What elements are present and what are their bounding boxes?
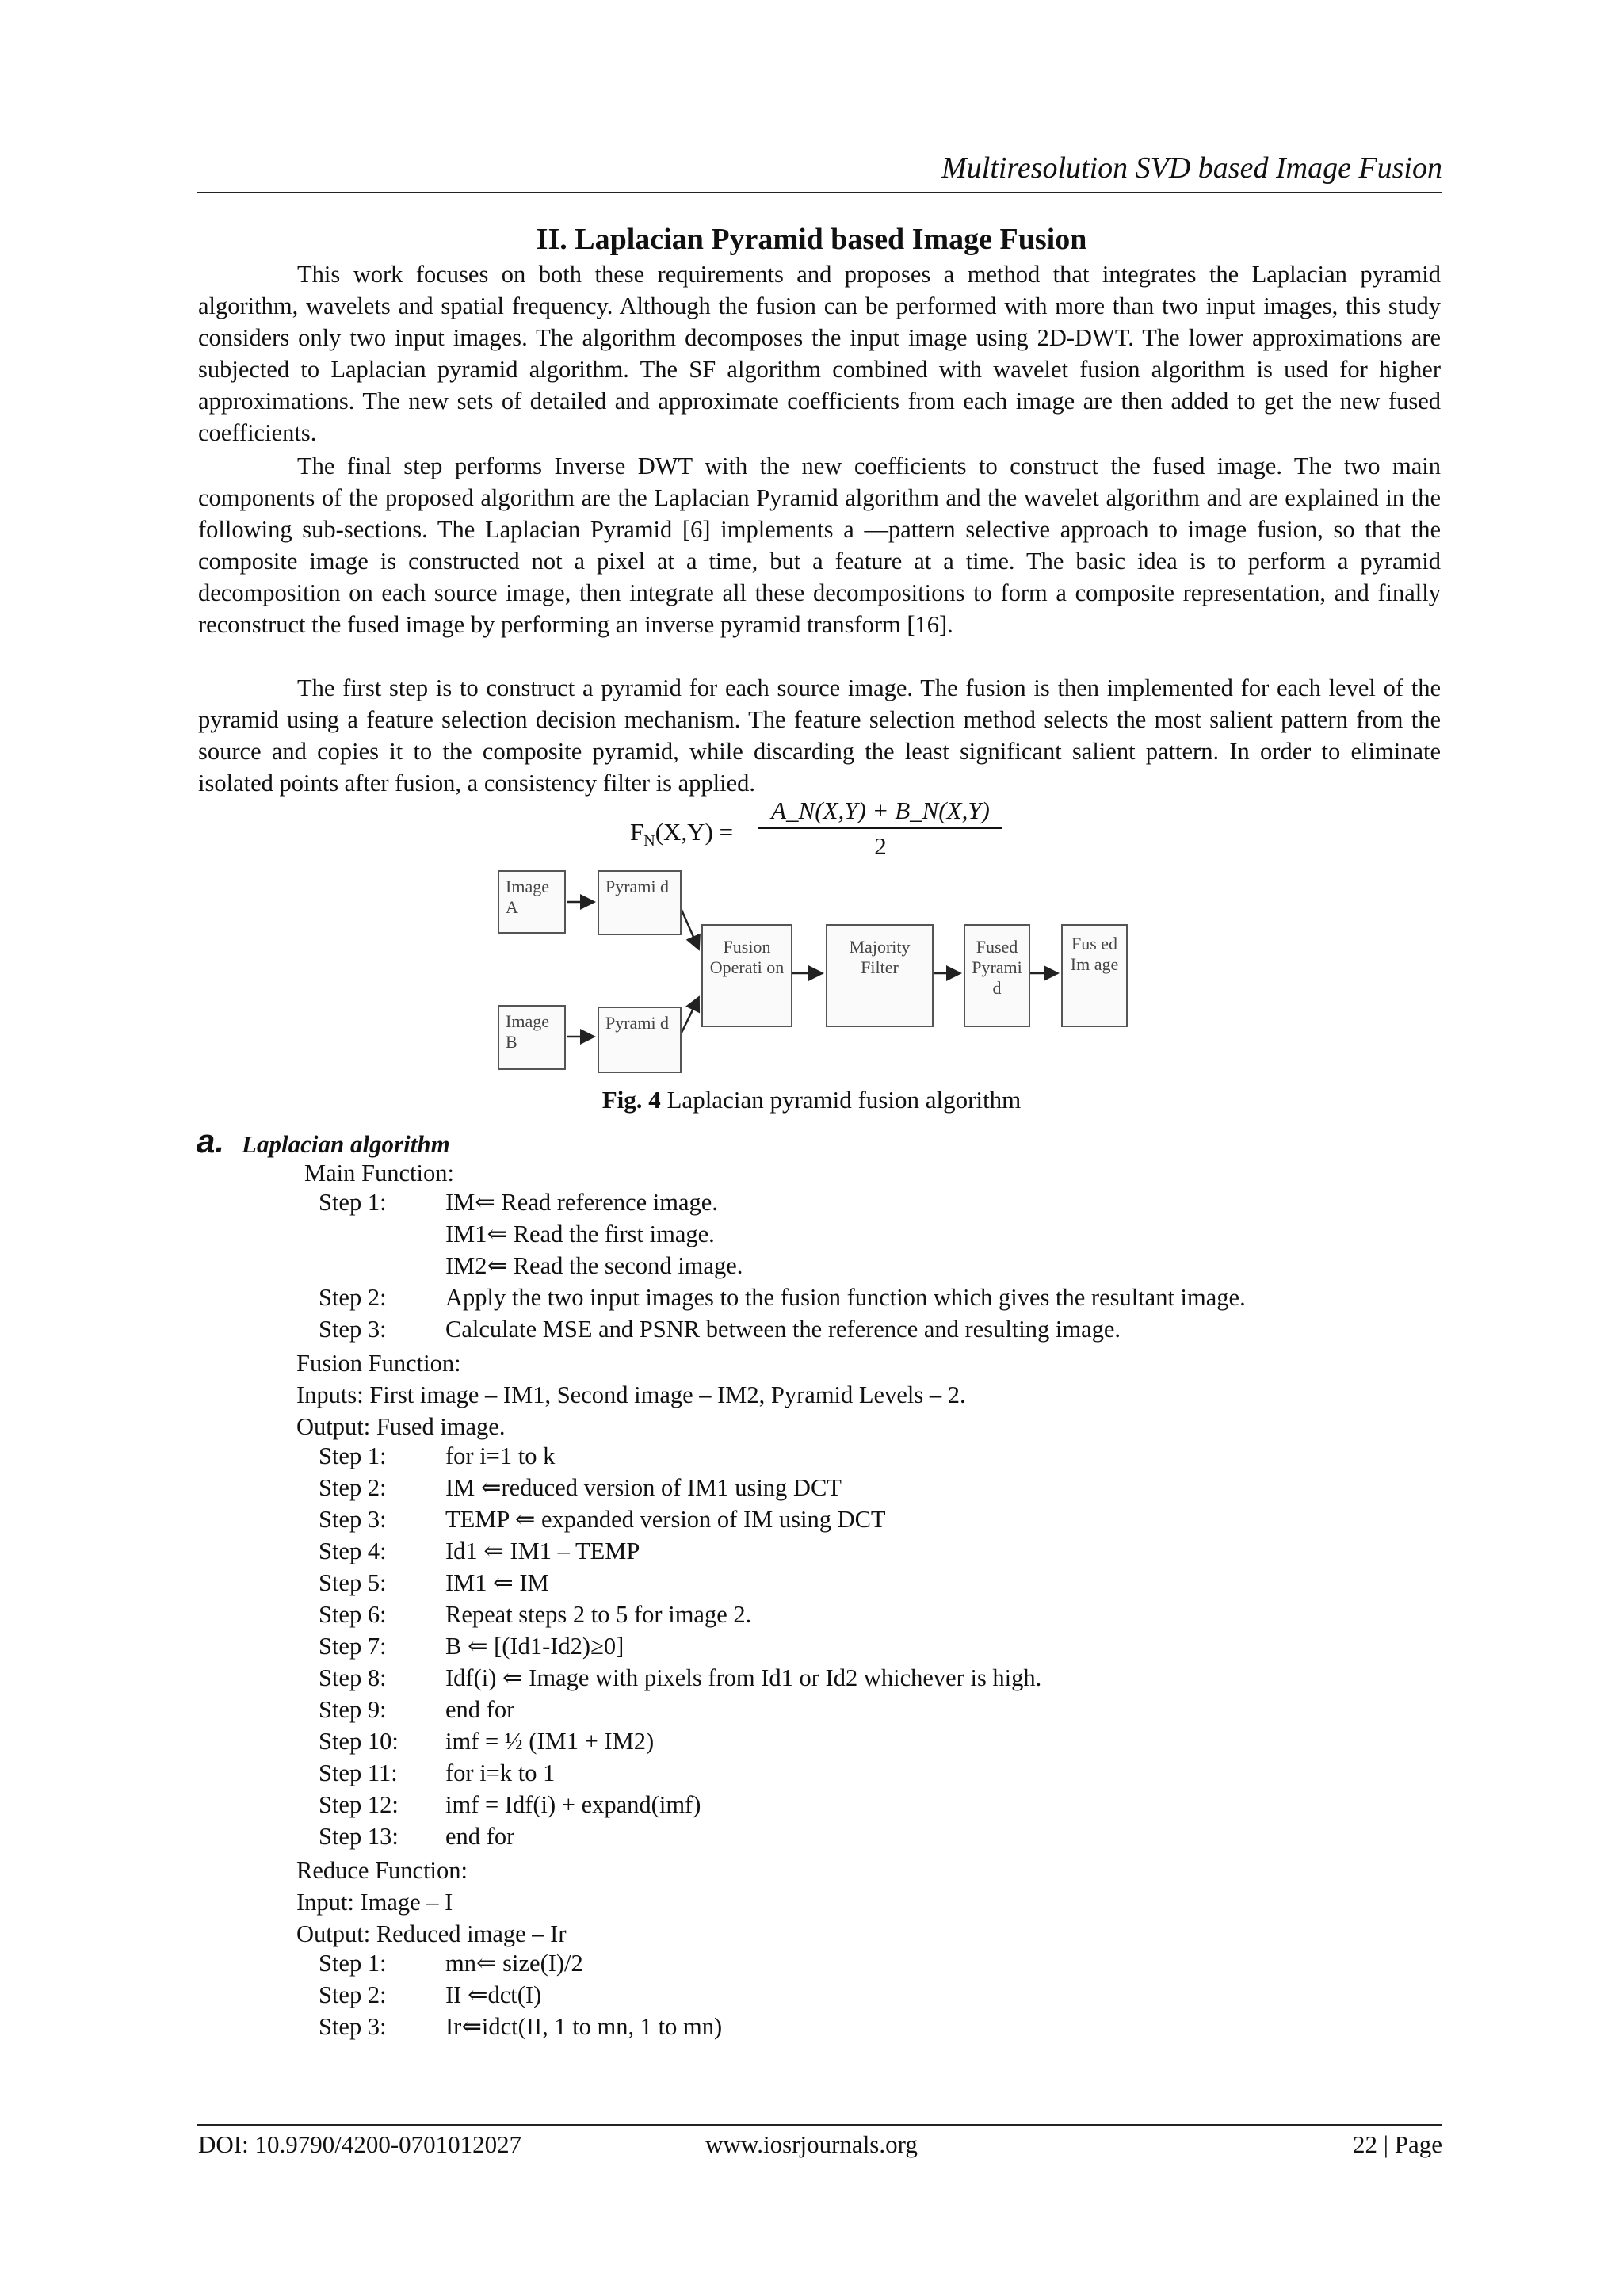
step-text: IM⇐ Read reference image. bbox=[445, 1189, 718, 1216]
step-text: Apply the two input images to the fusion function which gives the resultant image. bbox=[445, 1284, 1246, 1311]
step-label: Step 13: bbox=[319, 1823, 399, 1850]
main-function-heading: Main Function: bbox=[304, 1159, 454, 1186]
formula-lhs: $F_N(X,Y)$ = bbox=[630, 818, 734, 850]
step-text: Ir⇐idct(II, 1 to mn, 1 to mn) bbox=[445, 2013, 723, 2040]
reduce-function-heading: Reduce Function: bbox=[296, 1857, 468, 1884]
step-text: II ⇐dct(I) bbox=[445, 1981, 542, 2008]
footer-doi: DOI: 10.9790/4200-0701012027 bbox=[198, 2130, 522, 2158]
step-label: Step 1: bbox=[319, 1189, 387, 1216]
footer-page-number: 22 | Page bbox=[1353, 2130, 1442, 2158]
step-label: Step 3: bbox=[319, 2013, 387, 2040]
step-text: imf = ½ (IM1 + IM2) bbox=[445, 1728, 655, 1755]
step-label: Step 12: bbox=[319, 1791, 399, 1818]
running-title: Multiresolution SVD based Image Fusion bbox=[941, 151, 1442, 185]
step-text: B ⇐ [(Id1-Id2)≥0] bbox=[445, 1633, 624, 1660]
subsection-heading bbox=[197, 1122, 450, 1160]
step-text: for i=1 to k bbox=[445, 1442, 556, 1469]
step-text: imf = Idf(i) + expand(imf) bbox=[445, 1791, 701, 1818]
box-pyramid-a: Pyrami d bbox=[598, 870, 682, 935]
step-text: IM1 ⇐ IM bbox=[445, 1569, 549, 1596]
formula-denominator: 2 bbox=[874, 832, 887, 860]
step-label: Step 7: bbox=[319, 1633, 387, 1660]
arrow-pyramid-a-to-fusion bbox=[682, 910, 699, 949]
paragraph-2-text: The final step performs Inverse DWT with the new coefficients to construct the fused image. The two main components of the proposed algorithm are the Laplacian Pyramid algorithm and the wavelet algorithm and are explained in the following sub-sections. The Laplacian Pyramid [6] implements a ―pattern selective approach to image fusion, so that the composite image is constructed not a pixel at a time, but a feature at a time. The basic idea is to perform a pyramid decomposition on each source image, then integrate all these decompositions to form a composite representation, and finally reconstruct the fused image by performing an inverse pyramid transform [16]. bbox=[198, 453, 1441, 638]
step-label: Step 2: bbox=[319, 1284, 387, 1311]
step-text: end for bbox=[445, 1823, 515, 1850]
box-fused-pyramid: Fused Pyrami d bbox=[964, 924, 1030, 1027]
step-label: Step 9: bbox=[319, 1696, 387, 1723]
step-label: Step 11: bbox=[319, 1759, 398, 1786]
diagram-arrows bbox=[491, 870, 1141, 1076]
reduce-function-input: Input: Image – I bbox=[296, 1889, 453, 1916]
figure-4-diagram bbox=[491, 870, 1141, 1076]
box-image-a: Image A bbox=[498, 870, 566, 934]
reduce-function-output: Output: Reduced image – Ir bbox=[296, 1920, 567, 1947]
footer-site: www.iosrjournals.org bbox=[705, 2130, 918, 2158]
box-fused-image: Fus ed Im age bbox=[1061, 924, 1128, 1027]
step-text: end for bbox=[445, 1696, 515, 1723]
figure-caption-text: Laplacian pyramid fusion algorithm bbox=[660, 1086, 1022, 1114]
step-label: Step 6: bbox=[319, 1601, 387, 1628]
step-text: IM ⇐reduced version of IM1 using DCT bbox=[445, 1474, 842, 1501]
step-text: TEMP ⇐ expanded version of IM using DCT bbox=[445, 1506, 886, 1533]
step-label: Step 4: bbox=[319, 1538, 387, 1564]
step-label: Step 10: bbox=[319, 1728, 399, 1755]
subsection-letter: a. bbox=[197, 1122, 225, 1159]
box-majority-filter: Majority Filter bbox=[826, 924, 934, 1027]
step-text: Calculate MSE and PSNR between the reference and resulting image. bbox=[445, 1316, 1121, 1343]
section-title: II. Laplacian Pyramid based Image Fusion bbox=[536, 223, 1087, 256]
step-label: Step 3: bbox=[319, 1506, 387, 1533]
figure-caption bbox=[0, 1086, 1623, 1114]
step-text: mn⇐ size(I)/2 bbox=[445, 1950, 583, 1977]
box-image-b: Image B bbox=[498, 1005, 566, 1070]
footer-rule bbox=[197, 2124, 1442, 2126]
step-text: Id1 ⇐ IM1 – TEMP bbox=[445, 1538, 640, 1564]
step-label: Step 8: bbox=[319, 1664, 387, 1691]
step-text: Idf(i) ⇐ Image with pixels from Id1 or Id2 whichever is high. bbox=[445, 1664, 1042, 1691]
formula-numerator: A_N(X,Y) + B_N(X,Y) bbox=[771, 797, 990, 824]
step-text: IM1⇐ Read the first image. bbox=[445, 1221, 715, 1247]
subsection-title: Laplacian algorithm bbox=[242, 1130, 450, 1158]
step-label: Step 5: bbox=[319, 1569, 387, 1596]
step-label: Step 1: bbox=[319, 1442, 387, 1469]
fusion-function-output: Output: Fused image. bbox=[296, 1413, 506, 1440]
paragraph-3 bbox=[198, 672, 1441, 799]
fusion-function-inputs: Inputs: First image – IM1, Second image – IM2, Pyramid Levels – 2. bbox=[296, 1381, 966, 1408]
paragraph-1 bbox=[198, 258, 1441, 449]
figure-label: Fig. 4 bbox=[601, 1086, 661, 1114]
box-fusion-operation: Fusion Operati on bbox=[701, 924, 792, 1027]
paragraph-3-text: The first step is to construct a pyramid for each source image. The fusion is then implemented for each level of the pyramid using a feature selection decision mechanism. The feature selection method selects the most salient pattern from the source and copies it to the composite pyramid, while discarding the least significant salient pattern. In order to eliminate isolated points after fusion, a consistency filter is applied. bbox=[198, 674, 1441, 797]
header-rule bbox=[197, 192, 1442, 193]
formula-fraction bbox=[758, 794, 1002, 862]
step-text: for i=k to 1 bbox=[445, 1759, 556, 1786]
paragraph-1-text: This work focuses on both these requirements and proposes a method that integrates the Laplacian pyramid algorithm, wavelets and spatial frequency. Although the fusion can be performed with more than two input images, this study considers only two input images. The algorithm decomposes the input image using 2D-DWT. The lower approximations are subjected to Laplacian pyramid algorithm. The SF algorithm combined with wavelet fusion algorithm is used for higher approximations. The new sets of detailed and approximate coefficients from each image are then added to get the new fused coefficients. bbox=[198, 261, 1441, 446]
step-label: Step 2: bbox=[319, 1474, 387, 1501]
step-text: IM2⇐ Read the second image. bbox=[445, 1252, 743, 1279]
box-pyramid-b: Pyrami d bbox=[598, 1007, 682, 1073]
step-label: Step 1: bbox=[319, 1950, 387, 1977]
paragraph-2 bbox=[198, 450, 1441, 640]
fusion-function-heading: Fusion Function: bbox=[296, 1350, 461, 1377]
step-label: Step 3: bbox=[319, 1316, 387, 1343]
step-text: Repeat steps 2 to 5 for image 2. bbox=[445, 1601, 752, 1628]
arrow-pyramid-b-to-fusion bbox=[682, 997, 699, 1033]
step-label: Step 2: bbox=[319, 1981, 387, 2008]
